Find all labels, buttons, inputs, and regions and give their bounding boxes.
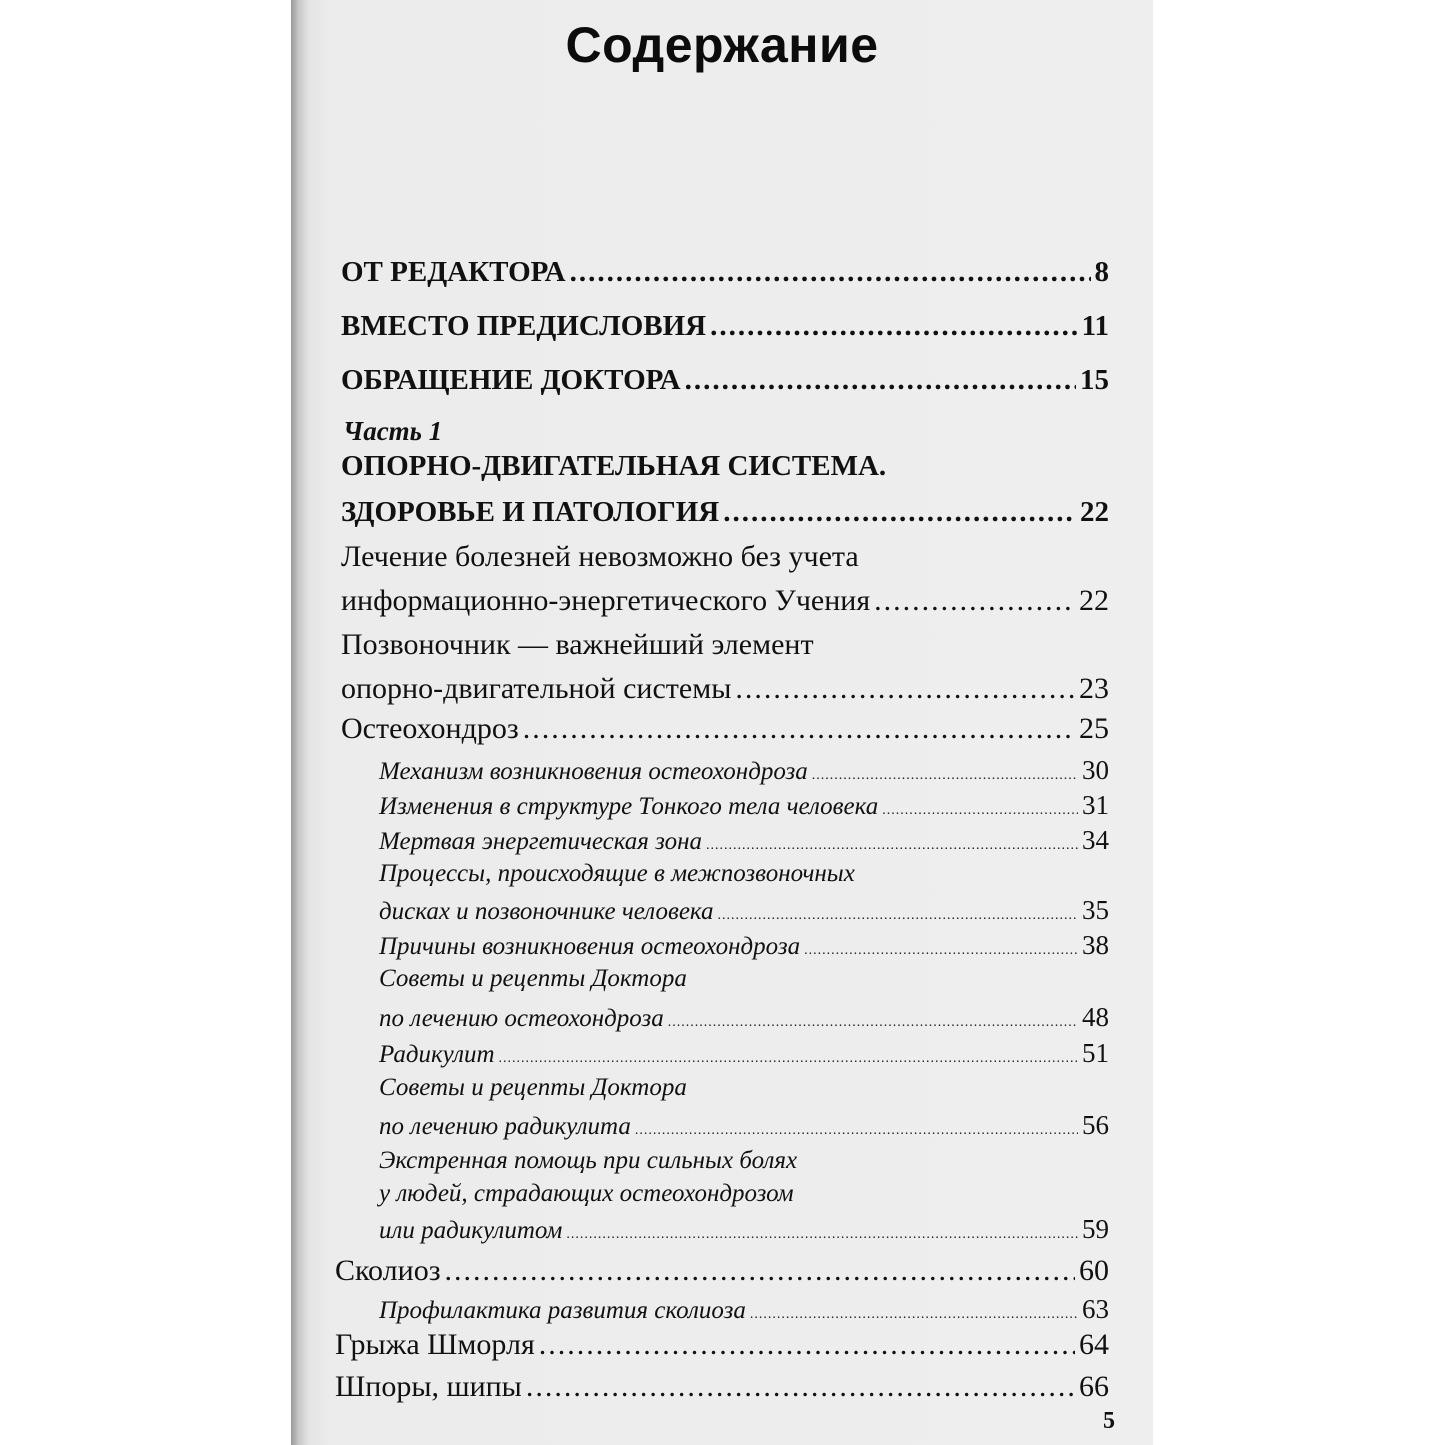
toc-subentry[interactable]	[379, 1110, 1109, 1141]
toc-entry-title: Профилактика развития сколиоза	[379, 1297, 746, 1324]
toc-entry-page: 56	[1082, 1110, 1109, 1140]
leader-dots	[668, 1015, 1078, 1031]
toc-entry[interactable]	[341, 584, 1109, 618]
toc-entry-title: Причины возникновения остеохондроза	[379, 933, 801, 960]
toc-entry-title: или радикулитом	[379, 1217, 563, 1244]
toc-entry-title: Радикулит	[379, 1041, 495, 1068]
leader-dots	[706, 838, 1078, 854]
toc-subentry[interactable]	[379, 825, 1109, 856]
leader-dots	[523, 712, 1075, 746]
toc-entry[interactable]	[341, 672, 1109, 706]
toc-entry-title: Грыжа Шморля	[335, 1328, 535, 1361]
toc-entry-page: 31	[1082, 790, 1109, 820]
toc-entry-page: 60	[1079, 1254, 1109, 1287]
toc-entry-page: 25	[1079, 712, 1109, 745]
section-heading: ОПОРНО-ДВИГАТЕЛЬНАЯ СИСТЕМА.	[341, 450, 887, 482]
leader-dots	[526, 1370, 1075, 1404]
toc-entry-title: Сколиоз	[335, 1254, 441, 1287]
toc-subentry[interactable]	[379, 755, 1109, 786]
toc-entry-title: Мертвая энергетическая зона	[379, 828, 702, 855]
toc-entry[interactable]	[341, 310, 1109, 343]
toc-entry[interactable]	[341, 712, 1109, 746]
toc-subentry[interactable]	[379, 1002, 1109, 1033]
leader-dots	[685, 364, 1076, 397]
toc-subentry[interactable]	[379, 1214, 1109, 1245]
page-number: 5	[1103, 1408, 1115, 1434]
toc-entry-title: информационно-энергетического Учения	[341, 584, 871, 617]
leader-dots	[750, 1307, 1078, 1323]
leader-dots	[566, 1227, 1078, 1243]
toc-entry-page: 11	[1081, 310, 1109, 342]
toc-subentry[interactable]	[379, 1294, 1109, 1325]
toc-entry-page: 59	[1082, 1214, 1109, 1244]
page-title: Содержание	[565, 17, 879, 73]
toc-entry-line: Советы и рецепты Доктора	[379, 965, 687, 992]
toc-entry-page: 22	[1079, 584, 1109, 617]
toc-entry-title: по лечению остеохондроза	[379, 1005, 664, 1032]
leader-dots	[735, 672, 1075, 706]
toc-entry-page: 35	[1082, 895, 1109, 925]
toc-entry-page: 22	[1080, 496, 1109, 528]
toc-entry-title: дисках и позвоночнике человека	[379, 898, 714, 925]
toc-entry-page: 66	[1079, 1370, 1109, 1403]
toc-entry-title: Остеохондроз	[341, 712, 519, 745]
toc-entry-title: Механизм возникновения остеохондроза	[379, 758, 808, 785]
toc-entry-page: 15	[1080, 364, 1109, 396]
leader-dots	[882, 803, 1078, 819]
book-page	[291, 0, 1153, 1445]
toc-entry-title: ЗДОРОВЬЕ И ПАТОЛОГИЯ	[341, 496, 720, 528]
toc-subentry[interactable]	[379, 895, 1109, 926]
leader-dots	[718, 908, 1079, 924]
toc-entry-page: 51	[1082, 1038, 1109, 1068]
toc-entry-line: у людей, страдающих остеохондрозом	[379, 1180, 794, 1207]
toc-entry[interactable]	[341, 496, 1109, 529]
toc-entry-page: 30	[1082, 755, 1109, 785]
toc-entry-line: Советы и рецепты Доктора	[379, 1074, 687, 1101]
toc-entry-title: Шпоры, шипы	[335, 1370, 522, 1403]
leader-dots	[723, 496, 1076, 529]
leader-dots	[539, 1328, 1075, 1362]
leader-dots	[812, 768, 1078, 784]
toc-entry-line: Лечение болезней невозможно без учета	[341, 540, 859, 573]
leader-dots	[710, 310, 1077, 343]
leader-dots	[804, 943, 1078, 959]
toc-entry-title: опорно-двигательной системы	[341, 672, 732, 705]
toc-entry[interactable]	[341, 364, 1109, 397]
toc-entry-line: Позвоночник — важнейший элемент	[341, 628, 814, 661]
toc-subentry[interactable]	[379, 790, 1109, 821]
part-heading: Часть 1	[343, 416, 443, 446]
toc-entry-page: 8	[1094, 256, 1109, 288]
leader-dots	[445, 1254, 1075, 1288]
leader-dots	[570, 256, 1091, 289]
toc-subentry[interactable]	[379, 930, 1109, 961]
toc-entry-title: Изменения в структуре Тонкого тела человека	[379, 793, 879, 820]
toc-entry-line: Экстренная помощь при сильных болях	[379, 1147, 798, 1174]
toc-entry-page: 63	[1082, 1294, 1109, 1324]
toc-entry-title: ОТ РЕДАКТОРА	[341, 256, 566, 288]
toc-entry[interactable]	[335, 1254, 1109, 1288]
toc-entry-title: ОБРАЩЕНИЕ ДОКТОРА	[341, 364, 681, 396]
toc-subentry[interactable]	[379, 1038, 1109, 1069]
toc-entry-page: 34	[1082, 825, 1109, 855]
toc-entry[interactable]	[335, 1328, 1109, 1362]
toc-entry-title: по лечению радикулита	[379, 1113, 631, 1140]
leader-dots	[499, 1051, 1078, 1067]
leader-dots	[635, 1123, 1078, 1139]
toc-entry-page: 38	[1082, 930, 1109, 960]
table-of-contents	[291, 0, 1153, 1445]
toc-entry-page: 23	[1079, 672, 1109, 705]
toc-entry[interactable]	[335, 1370, 1109, 1404]
toc-entry-line: Процессы, происходящие в межпозвоночных	[379, 860, 855, 887]
toc-entry-title: ВМЕСТО ПРЕДИСЛОВИЯ	[341, 310, 707, 342]
toc-entry-page: 48	[1082, 1002, 1109, 1032]
toc-entry[interactable]	[341, 256, 1109, 289]
toc-entry-page: 64	[1079, 1328, 1109, 1361]
leader-dots	[874, 584, 1075, 618]
